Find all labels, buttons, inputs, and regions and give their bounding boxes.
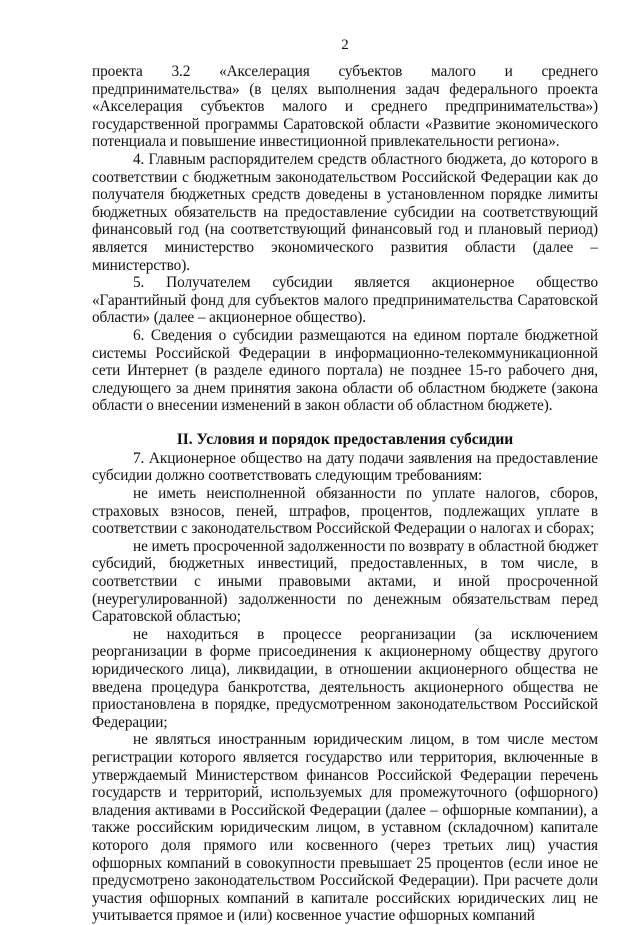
paragraph-continuation: проекта 3.2 «Акселерация субъектов малого и среднего предпринимательства» (в целях выполнения задач федерального проекта «Акселерация субъектов малого и среднего предпринимательства») государственной программы Саратовской области «Развитие экономического потенциала и повышение инвестиционной привлекательности региона». xyxy=(92,63,598,151)
paragraph-item-5: 5. Получателем субсидии является акционерное общество «Гарантийный фонд для субъектов малого предпринимательства Саратовской области» (далее – акционерное общество). xyxy=(92,274,598,327)
paragraph-item-7: 7. Акционерное общество на дату подачи заявления на предоставление субсидии должно соответствовать следующим требованиям: xyxy=(92,449,598,485)
requirement-offshore: не являться иностранным юридическим лицом, в том числе местом регистрации которого является государство или территория, включенные в утверждаемый Министерством финансов Российской Федерации перечень государств и территорий, используемых для промежуточного (офшорного) владения активами в Российской Федерации (далее – офшорные компании), а также российским юридическим лицом, в уставном (складочном) капитале которого доля прямого или косвенного (через третьих лиц) участия офшорных компаний в совокупности превышает 25 процентов (если иное не предусмотрено законодательством Российской Федерации). При расчете доли участия офшорных компаний в капитале российских юридических лиц не учитывается прямое и (или) косвенное участие офшорных компаний xyxy=(92,731,598,925)
requirement-debts: не иметь просроченной задолженности по возврату в областной бюджет субсидий, бюджетных инвестиций, предоставленных, в том числе, в соответствии с иными правовыми актами, и иной просроченной (неурегулированной) задолженности по денежным обязательствам перед Саратовской областью; xyxy=(92,537,598,626)
requirement-reorganization: не находиться в процессе реорганизации (за исключением реорганизации в форме присоединения к акционерному обществу другого юридического лица), ликвидации, в отношении акционерного общества не введена процедура банкротства, деятельность акционерного общества не приостановлена в порядке, предусмотренном законодательством Российской Федерации; xyxy=(92,625,598,731)
requirement-taxes: не иметь неисполненной обязанности по уплате налогов, сборов, страховых взносов, пеней, штрафов, процентов, подлежащих уплате в соответствии с законодательством Российской Федерации о налогах и сборах; xyxy=(92,485,598,538)
paragraph-item-4: 4. Главным распорядителем средств областного бюджета, до которого в соответствии с бюджетным законодательством Российской Федерации как до получателя бюджетных средств доведены в установленном порядке лимиты бюджетных обязательств на предоставление субсидии на соответствующий финансовый год (на соответствующий финансовый год и плановый период) является министерство экономического развития области (далее – министерство). xyxy=(92,150,598,274)
paragraph-item-6: 6. Сведения о субсидии размещаются на едином портале бюджетной системы Российской Федерации в информационно-телекоммуникационной сети Интернет (в разделе единого портала) не позднее 15-го рабочего дня, следующего за днем принятия закона области об областном бюджете (закона области о внесении изменений в закон области об областном бюджете). xyxy=(92,326,598,415)
page-number: 2 xyxy=(341,37,349,53)
section-heading: II. Условия и порядок предоставления субсидии xyxy=(176,430,514,448)
